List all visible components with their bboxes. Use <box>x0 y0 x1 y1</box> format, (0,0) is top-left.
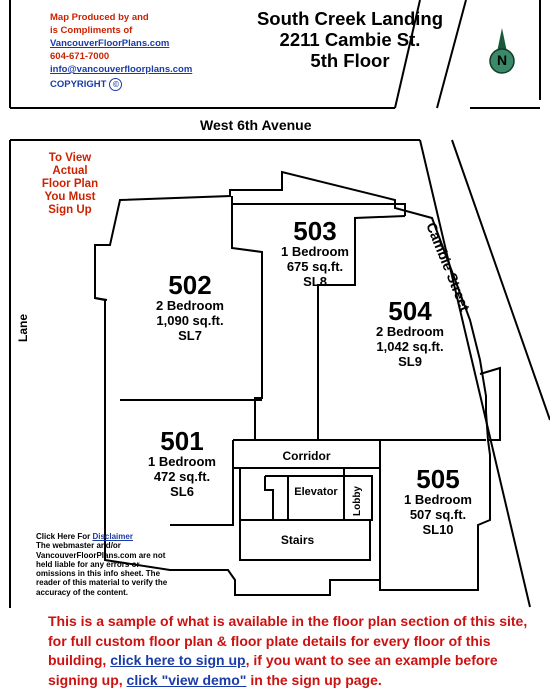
disclaimer-prefix: Click Here For <box>36 532 93 541</box>
unit-size: 1,090 sq.ft. <box>156 313 224 328</box>
unit-sl: SL9 <box>398 354 422 369</box>
credit-line1: Map Produced by and <box>50 12 149 23</box>
disclaimer-link[interactable]: Disclaimer <box>92 532 133 541</box>
bottom-signup-text <box>48 612 538 690</box>
unit-505 <box>378 466 498 537</box>
credit-phone: 604-671-7000 <box>50 51 110 62</box>
unit-502 <box>130 272 250 343</box>
bottom-text-part2: , if you want to see an example before signing up, <box>48 652 498 688</box>
unit-number: 503 <box>293 216 337 246</box>
unit-sl: SL8 <box>303 274 327 289</box>
elevator-box <box>288 476 344 520</box>
unit-type: 2 Bedroom <box>156 298 224 313</box>
room-stairs: Stairs <box>280 533 315 547</box>
credit-email-link[interactable]: info@vancouverfloorplans.com <box>50 64 193 75</box>
unit-size: 1,042 sq.ft. <box>376 339 444 354</box>
copyright-icon: © <box>109 78 122 91</box>
unit-sl: SL7 <box>178 328 202 343</box>
street-lane: Lane <box>16 313 30 342</box>
unit-number: 505 <box>416 464 460 494</box>
north-arrow-icon <box>482 28 522 76</box>
street-west-6th: West 6th Avenue <box>200 117 312 133</box>
credit-site-link[interactable]: VancouverFloorPlans.com <box>50 38 170 49</box>
unit-type: 2 Bedroom <box>376 324 444 339</box>
room-corridor: Corridor <box>282 449 331 463</box>
bottom-text-part1: This is a sample of what is available in the floor plan section of this site, for full custom floor plan & floor plate details for every floor of this building, <box>48 613 528 668</box>
unit-sl: SL6 <box>170 484 194 499</box>
signup-note-line: Floor Plan <box>41 178 99 190</box>
room-elevator: Elevator <box>294 486 338 498</box>
credit-block <box>50 11 192 76</box>
unit-type: 1 Bedroom <box>404 492 472 507</box>
building-address: 2211 Cambie St. <box>279 29 421 50</box>
unit-504 <box>350 298 470 369</box>
unit-size: 472 sq.ft. <box>153 469 211 484</box>
copyright-label <box>50 78 122 91</box>
disclaimer-body: The webmaster and/or VancouverFloorPlans.com are not held liable for any errors or omissions in this info sheet. The reader of this material to verify the accuracy of the content. <box>36 541 168 597</box>
unit-501 <box>122 428 242 499</box>
unit-sl: SL10 <box>422 522 454 537</box>
building-name: South Creek Landing <box>256 8 444 29</box>
street-cambie: Cambie Street <box>423 220 474 314</box>
unit-number: 504 <box>388 296 432 326</box>
view-demo-link[interactable]: click "view demo" <box>126 671 247 688</box>
building-title <box>215 8 485 71</box>
signup-note[interactable] <box>30 152 110 217</box>
unit-type: 1 Bedroom <box>148 454 216 469</box>
unit-type: 1 Bedroom <box>281 244 349 259</box>
unit-503 <box>255 218 375 289</box>
unit-size: 675 sq.ft. <box>286 259 344 274</box>
signup-link[interactable]: click here to sign up <box>110 652 246 668</box>
bottom-text-part3: in the sign up page. <box>246 671 382 688</box>
compass-letter: N <box>496 52 508 68</box>
signup-note-line: Sign Up <box>48 204 92 216</box>
signup-note-line: You Must <box>44 191 96 203</box>
unit-size: 507 sq.ft. <box>409 507 467 522</box>
building-floor: 5th Floor <box>310 50 390 71</box>
credit-line2: is Compliments of <box>50 25 133 36</box>
copyright-text: COPYRIGHT <box>50 79 107 90</box>
room-lobby: Lobby <box>352 486 363 516</box>
disclaimer-block <box>36 532 176 597</box>
unit-number: 502 <box>168 270 212 300</box>
unit-number: 501 <box>160 426 204 456</box>
signup-note-line: To View Actual <box>48 152 92 177</box>
